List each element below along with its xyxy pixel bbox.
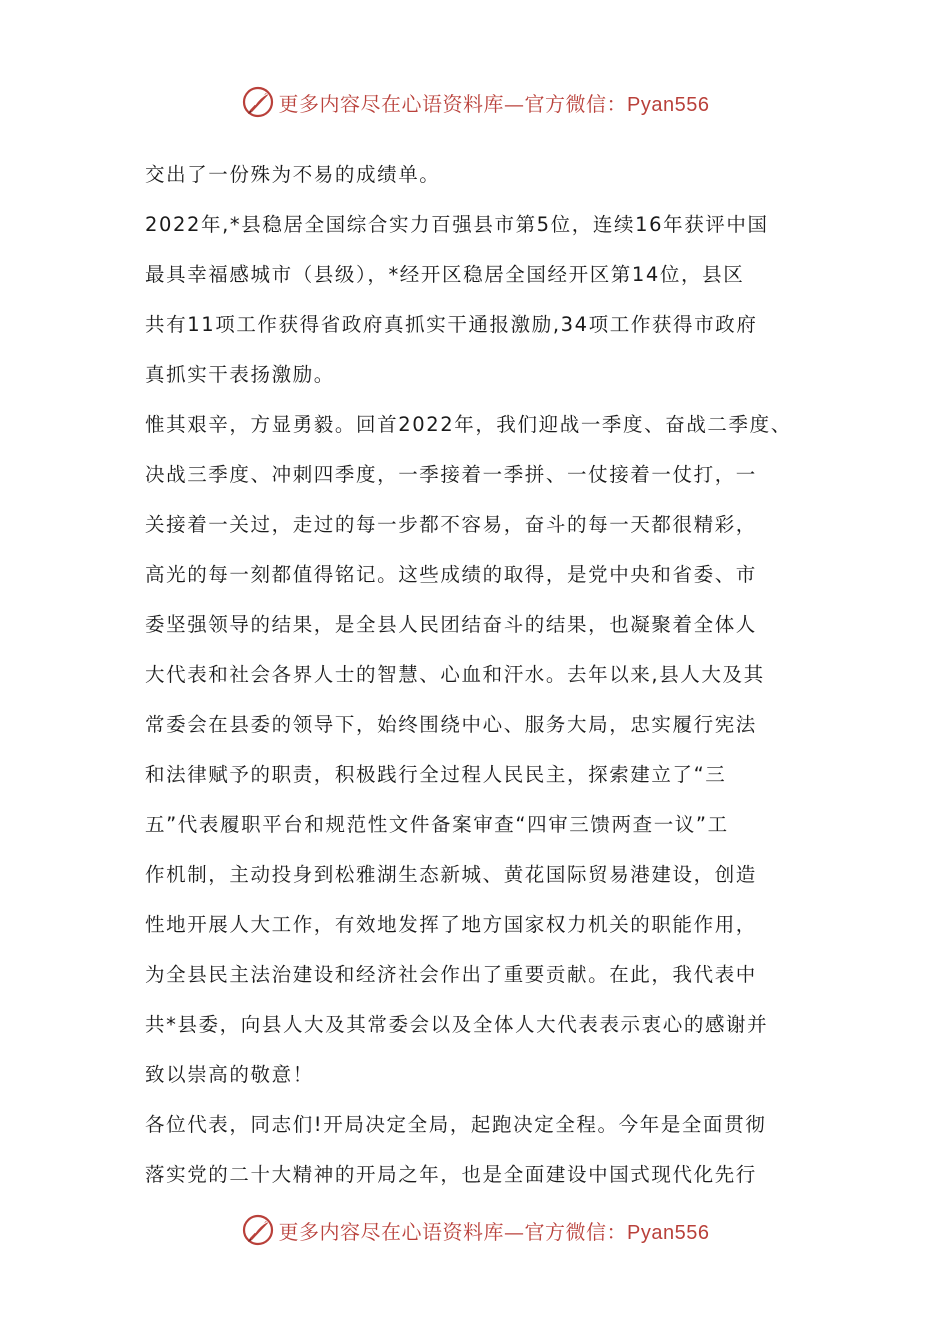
text-line: 惟其艰辛，方显勇毅。回首2022年，我们迎战一季度、奋战二季度、 — [145, 413, 792, 436]
text-line: 2022年,*县稳居全国综合实力百强县市第5位，连续16年获评中国 — [145, 213, 769, 236]
text-line: 大代表和社会各界人士的智慧、心血和汗水。去年以来,县人大及其 — [145, 663, 765, 686]
quill-pen-logo-icon — [241, 85, 275, 119]
header-banner-text: 更多内容尽在心语资料库—官方微信：Pyan556 — [278, 91, 710, 116]
text-line: 性地开展人大工作，有效地发挥了地方国家权力机关的职能作用， — [145, 913, 757, 936]
header-wechat-id: Pyan556 — [627, 93, 710, 116]
text-line: 决战三季度、冲刺四季度，一季接着一季拼、一仗接着一仗打，一 — [145, 463, 757, 486]
text-line: 关接着一关过，走过的每一步都不容易，奋斗的每一天都很精彩， — [145, 513, 757, 536]
quill-pen-logo-icon — [241, 1213, 275, 1247]
text-line: 落实党的二十大精神的开局之年，也是全面建设中国式现代化先行 — [145, 1163, 757, 1186]
text-line: 委坚强领导的结果，是全县人民团结奋斗的结果，也凝聚着全体人 — [145, 613, 757, 636]
text-line: 常委会在县委的领导下，始终围绕中心、服务大局，忠实履行宪法 — [145, 713, 757, 736]
text-line: 共有11项工作获得省政府真抓实干通报激励,34项工作获得市政府 — [145, 313, 758, 336]
text-line: 高光的每一刻都值得铭记。这些成绩的取得，是党中央和省委、市 — [145, 563, 757, 586]
text-line: 为全县民主法治建设和经济社会作出了重要贡献。在此，我代表中 — [145, 963, 757, 986]
header-banner — [0, 82, 950, 122]
text-line: 和法律赋予的职责，积极践行全过程人民民主，探索建立了“三 — [145, 763, 727, 786]
document-body — [145, 150, 825, 1200]
text-line: 真抓实干表扬激励。 — [145, 363, 335, 386]
text-line: 五”代表履职平台和规范性文件备案审查“四审三馈两查一议”工 — [145, 813, 729, 836]
text-line: 作机制，主动投身到松雅湖生态新城、黄花国际贸易港建设，创造 — [145, 863, 757, 886]
text-line: 各位代表，同志们!开局决定全局，起跑决定全程。今年是全面贯彻 — [145, 1113, 767, 1136]
footer-banner — [0, 1210, 950, 1250]
footer-wechat-id: Pyan556 — [627, 1221, 710, 1244]
text-line: 共*县委，向县人大及其常委会以及全体人大代表表示衷心的感谢并 — [145, 1013, 769, 1036]
text-line: 致以崇高的敬意！ — [145, 1063, 314, 1086]
text-line: 最具幸福感城市（县级），*经开区稳居全国经开区第14位，县区 — [145, 263, 745, 286]
text-line: 交出了一份殊为不易的成绩单。 — [145, 163, 441, 186]
footer-banner-text: 更多内容尽在心语资料库—官方微信：Pyan556 — [278, 1219, 710, 1244]
